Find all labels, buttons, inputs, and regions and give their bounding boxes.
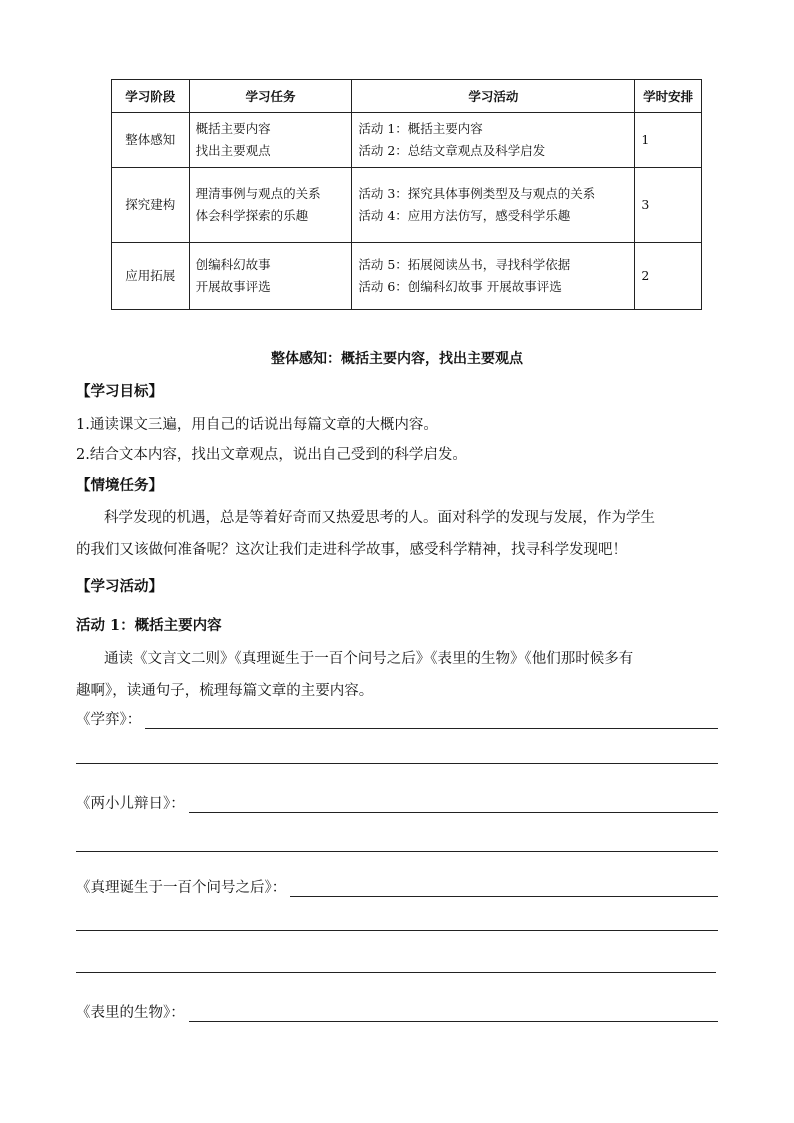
scenario-text: 的我们又该做何准备呢？这次让我们走进科学故事，感受科学精神，找寻科学发现吧！ xyxy=(76,542,627,558)
goal-item: 1.通读课文三遍，用自己的话说出每篇文章的大概内容。 xyxy=(76,417,438,433)
header-activity: 学习活动 xyxy=(352,80,635,113)
cell-tasks xyxy=(189,243,352,310)
cell-activities xyxy=(352,168,635,243)
task-line: 创编科幻故事 xyxy=(195,257,271,272)
answer-label: 《表里的生物》： xyxy=(76,1005,185,1021)
cell-hours: 2 xyxy=(635,243,702,310)
answer-label: 《学弈》： xyxy=(76,712,142,728)
table-row xyxy=(112,168,702,243)
scenario-text: 科学发现的机遇，总是等着好奇而又热爱思考的人。面对科学的发现与发展，作为学生 xyxy=(104,510,655,526)
header-stage: 学习阶段 xyxy=(112,80,190,113)
activity-line: 活动 2：总结文章观点及科学启发 xyxy=(358,143,546,158)
answer-blank[interactable] xyxy=(290,880,718,897)
activity-1-title: 活动 1：概括主要内容 xyxy=(76,617,222,634)
table-row xyxy=(112,243,702,310)
header-task: 学习任务 xyxy=(189,80,352,113)
activity-instruction: 通读《文言文二则》《真理诞生于一百个问号之后》《表里的生物》《他们那时候多有 xyxy=(104,651,634,667)
cell-tasks xyxy=(189,168,352,243)
activity-line: 活动 5：拓展阅读丛书，寻找科学依据 xyxy=(358,257,571,272)
task-line: 找出主要观点 xyxy=(195,143,271,158)
activity-line: 活动 1：概括主要内容 xyxy=(358,121,483,136)
answer-field-xueyi[interactable] xyxy=(76,708,718,729)
activity-instruction: 趣啊》，读通句子，梳理每篇文章的主要内容。 xyxy=(76,683,374,699)
answer-line[interactable] xyxy=(76,851,718,852)
scenario-title: 【情境任务】 xyxy=(76,477,163,494)
table-header-row xyxy=(112,80,702,113)
activities-title: 【学习活动】 xyxy=(76,578,163,595)
goal-item: 2.结合文本内容，找出文章观点，说出自己受到的科学启发。 xyxy=(76,447,467,463)
task-line: 体会科学探索的乐趣 xyxy=(195,208,309,223)
cell-stage: 应用拓展 xyxy=(112,243,190,310)
answer-field-biaoli[interactable] xyxy=(76,1001,718,1022)
answer-line[interactable] xyxy=(76,763,718,764)
table-row xyxy=(112,113,702,168)
main-heading: 整体感知：概括主要内容，找出主要观点 xyxy=(271,351,523,367)
goals-title: 【学习目标】 xyxy=(76,383,163,400)
answer-line[interactable] xyxy=(76,930,718,931)
answer-field-zhenli[interactable] xyxy=(76,876,718,897)
cell-hours: 3 xyxy=(635,168,702,243)
answer-label: 《真理诞生于一百个问号之后》： xyxy=(76,880,287,896)
cell-activities xyxy=(352,243,635,310)
cell-tasks xyxy=(189,113,352,168)
task-line: 概括主要内容 xyxy=(195,121,271,136)
answer-blank[interactable] xyxy=(189,796,718,813)
answer-label: 《两小儿辩日》： xyxy=(76,796,185,812)
activity-line: 活动 3：探究具体事例类型及与观点的关系 xyxy=(358,186,596,201)
activity-line: 活动 6：创编科幻故事 开展故事评选 xyxy=(358,279,562,294)
cell-hours: 1 xyxy=(635,113,702,168)
header-hours: 学时安排 xyxy=(635,80,702,113)
answer-blank[interactable] xyxy=(189,1005,718,1022)
cell-stage: 整体感知 xyxy=(112,113,190,168)
answer-blank[interactable] xyxy=(145,712,718,729)
activity-line: 活动 4：应用方法仿写，感受科学乐趣 xyxy=(358,208,571,223)
answer-field-liangxiaoer[interactable] xyxy=(76,792,718,813)
task-line: 开展故事评选 xyxy=(195,279,271,294)
cell-stage: 探究建构 xyxy=(112,168,190,243)
answer-line[interactable] xyxy=(76,972,716,973)
learning-plan-table xyxy=(111,79,702,310)
cell-activities xyxy=(352,113,635,168)
task-line: 理清事例与观点的关系 xyxy=(195,186,321,201)
